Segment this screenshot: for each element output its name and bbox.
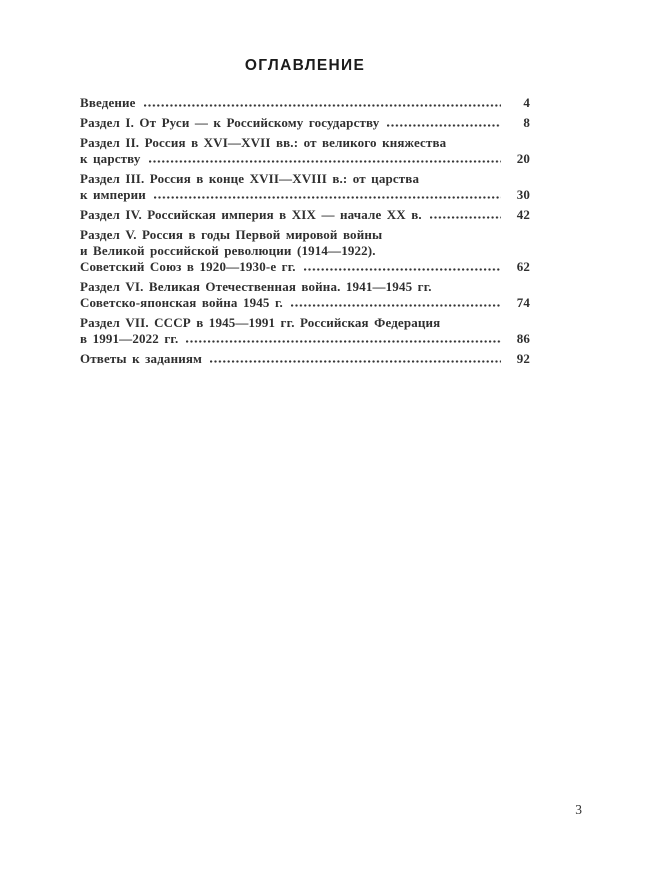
toc-list bbox=[80, 95, 530, 367]
toc-entry-text: Раздел IV. Российская империя в XIX — начале XX в. bbox=[80, 207, 422, 222]
toc-entry-last-line bbox=[80, 115, 530, 131]
page-title: ОГЛАВЛЕНИЕ bbox=[244, 57, 366, 74]
toc-entry-line bbox=[80, 135, 530, 151]
toc-entry-line bbox=[80, 171, 530, 187]
toc-entry-text: Введение bbox=[80, 95, 136, 110]
dot-leader bbox=[186, 340, 501, 343]
dot-leader bbox=[304, 268, 501, 271]
toc-entry-line bbox=[80, 315, 530, 331]
toc-entry bbox=[80, 115, 530, 131]
toc-content bbox=[80, 57, 530, 371]
toc-page-number: 8 bbox=[523, 115, 530, 130]
toc-entry-last-line bbox=[80, 95, 530, 111]
toc-entry-last-line bbox=[80, 331, 530, 347]
toc-entry bbox=[80, 351, 530, 367]
toc-entry-text: Раздел V. Россия в годы Первой мировой войны bbox=[80, 227, 383, 242]
toc-entry bbox=[80, 95, 530, 111]
toc-entry-text: Раздел VII. СССР в 1945—1991 гг. Российская Федерация bbox=[80, 315, 441, 330]
toc-entry bbox=[80, 315, 530, 347]
dot-leader bbox=[430, 216, 501, 219]
toc-entry-line bbox=[80, 227, 530, 243]
toc-entry-last-line bbox=[80, 151, 530, 167]
toc-entry-text: к империи bbox=[80, 187, 146, 202]
toc-page-number: 74 bbox=[516, 295, 530, 310]
toc-page-number: 20 bbox=[516, 151, 530, 166]
dot-leader bbox=[144, 104, 501, 107]
toc-entry-text: Раздел I. От Руси — к Российскому государству bbox=[80, 115, 380, 130]
toc-entry-last-line bbox=[80, 259, 530, 275]
toc-entry-text: Раздел II. Россия в XVI—XVII вв.: от великого княжества bbox=[80, 135, 447, 150]
dot-leader bbox=[154, 196, 501, 199]
toc-page-number: 86 bbox=[516, 331, 530, 346]
dot-leader bbox=[210, 360, 501, 363]
dot-leader bbox=[149, 160, 501, 163]
toc-entry-last-line bbox=[80, 207, 530, 223]
toc-entry-text: к царству bbox=[80, 151, 141, 166]
toc-entry-text: Советский Союз в 1920—1930-е гг. bbox=[80, 259, 296, 274]
toc-page-number: 30 bbox=[516, 187, 530, 202]
toc-entry-line bbox=[80, 243, 530, 259]
toc-page-number: 62 bbox=[516, 259, 530, 274]
toc-entry bbox=[80, 207, 530, 223]
toc-page-number: 4 bbox=[523, 95, 530, 110]
folio-page-number: 3 bbox=[575, 802, 582, 817]
dot-leader bbox=[387, 124, 501, 127]
toc-entry-text: Ответы к заданиям bbox=[80, 351, 203, 366]
toc-page-number: 42 bbox=[516, 207, 530, 222]
toc-entry bbox=[80, 135, 530, 167]
toc-entry-last-line bbox=[80, 295, 530, 311]
toc-entry bbox=[80, 279, 530, 311]
toc-entry-last-line bbox=[80, 351, 530, 367]
toc-entry bbox=[80, 171, 530, 203]
toc-entry bbox=[80, 227, 530, 275]
toc-entry-text: Советско-японская война 1945 г. bbox=[80, 295, 283, 310]
toc-entry-text: в 1991—2022 гг. bbox=[80, 331, 179, 346]
toc-entry-last-line bbox=[80, 187, 530, 203]
toc-entry-text: и Великой российской революции (1914—1922). bbox=[80, 243, 376, 258]
toc-entry-text: Раздел VI. Великая Отечественная война. 1941—1945 гг. bbox=[80, 279, 432, 294]
dot-leader bbox=[291, 304, 501, 307]
toc-entry-text: Раздел III. Россия в конце XVII—XVIII в.: от царства bbox=[80, 171, 420, 186]
toc-page-number: 92 bbox=[516, 351, 530, 366]
toc-entry-line bbox=[80, 279, 530, 295]
